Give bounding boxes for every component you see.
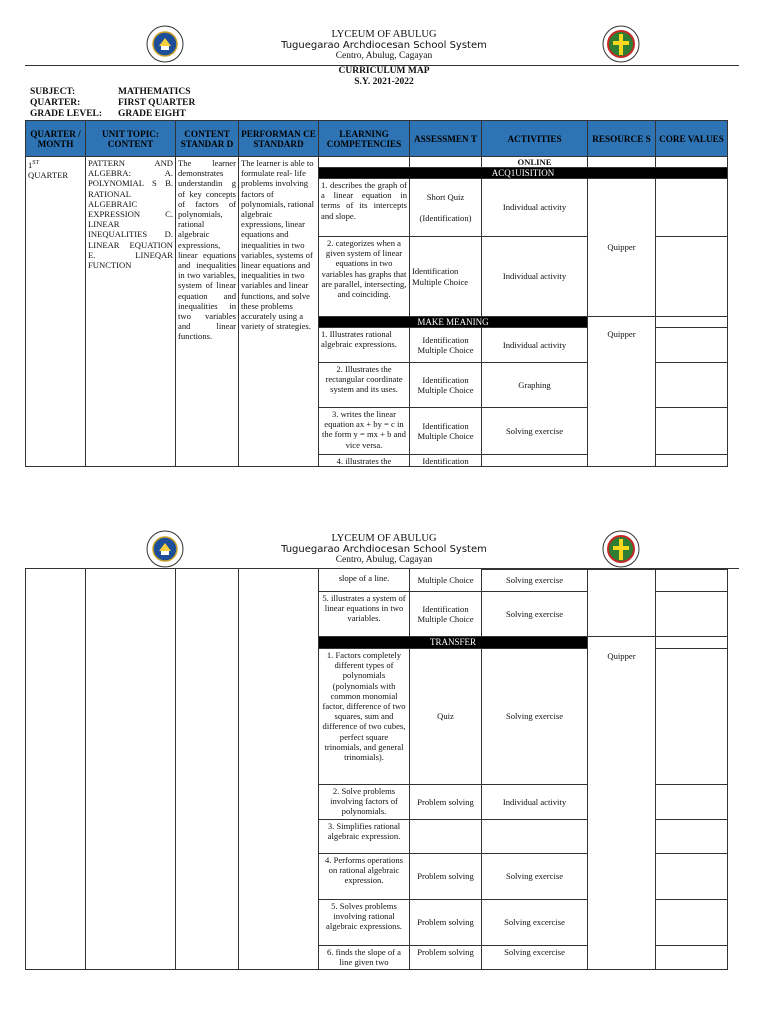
assessment-cell: Quiz [409,648,481,784]
content-standard-cell: The learner demonstrates understandin g of key concepts of factors of polynomials, rational algebraic expressions, linear equations and inequalities in two variables, system of linear equation and inequalities in two variables and linear functions. [175,156,238,466]
assessment-cell: Identification Multiple Choice [409,362,481,407]
competency-cell: 2. Solve problems involving factors of polynomials. [318,784,409,819]
col-header-content-standard: CONTENT STANDAR D [175,120,238,156]
resource-cell: Quipper [587,636,655,969]
competency-cell: 4. illustrates the [318,454,409,466]
blank-cell [587,156,655,167]
make-meaning-band: MAKE MEANING [318,316,587,327]
competency-cell: slope of a line. [318,569,409,591]
col-header-performance-standard: PERFORMAN CE STANDARD [238,120,318,156]
page-1 [0,0,768,475]
quarter-value: FIRST QUARTER [118,98,196,108]
grade-value: GRADE EIGHT [118,109,186,119]
core-values-cell [655,784,727,819]
quarter-cell [25,569,85,969]
school-system: Tuguegarao Archdiocesan School System [281,544,487,555]
document-title: CURRICULUM MAP [338,66,430,76]
competency-cell: 1. Factors completely different types of polynomials (polynomials with common monomial factor, difference of two squares, sum and difference of two cubes, perfect square trinomials, and general trinomials). [318,648,409,784]
assessment-cell: Problem solving [409,784,481,819]
subject-value: MATHEMATICS [118,87,191,97]
activity-cell: Solving excercise [481,945,587,969]
col-header-core-values: CORE VALUES [655,120,727,156]
col-header-competencies: LEARNING COMPETENCIES [318,120,409,156]
core-values-cell [655,853,727,899]
activity-cell: Individual activity [481,178,587,236]
acquisition-band: ACQ1UISITION [318,167,727,178]
assessment-cell: Problem solving [409,899,481,945]
competency-cell: 5. Solves problems involving rational algebraic expressions. [318,899,409,945]
assessment-cell: Identification Multiple Choice [409,591,481,636]
core-values-cell [655,648,727,784]
school-system: Tuguegarao Archdiocesan School System [281,40,487,51]
assessment-cell [409,819,481,853]
core-values-cell [655,899,727,945]
activity-cell: Individual activity [481,327,587,362]
core-values-cell [655,178,727,236]
resource-cell [587,569,655,636]
activity-cell: Graphing [481,362,587,407]
core-values-cell [655,569,727,591]
assessment-cell: Problem solving [409,853,481,899]
content-standard-cell [175,569,238,969]
page-2 [0,525,768,985]
activity-cell: Solving exercise [481,648,587,784]
quarter-line: QUARTER: FIRST QUARTER [30,98,196,108]
core-values-cell [655,236,727,316]
core-values-cell [655,591,727,636]
activity-cell: Individual activity [481,784,587,819]
activity-cell: Individual activity [481,236,587,316]
transfer-band: TRANSFER [318,636,587,648]
activity-cell: Solving exercise [481,569,587,591]
activity-cell: Solving exercise [481,407,587,454]
core-values-cell [655,945,727,969]
activity-cell [481,819,587,853]
assessment-cell: Problem solving [409,945,481,969]
competency-cell: 2. categorizes when a given system of linear equations in two variables has graphs that are parallel, intersecting, and coinciding. [318,236,409,316]
online-label: ONLINE [481,156,587,167]
core-values-cell [655,327,727,362]
school-name: LYCEUM OF ABULUG [331,533,437,544]
assessment-cell: Identification Multiple Choice [409,327,481,362]
blank-cell [318,156,409,167]
col-header-activities: ACTIVITIES [481,120,587,156]
assessment-cell: Identification Multiple Choice [409,236,481,316]
resource-cell: Quipper [587,316,655,466]
subject-line: SUBJECT: MATHEMATICS [30,87,191,97]
blank-cell [655,156,727,167]
school-year: S.Y. 2021-2022 [354,77,414,87]
assessment-cell: Identification [409,454,481,466]
curriculum-table-2 [25,569,728,970]
unit-topic-cell [85,569,175,969]
core-values-cell [655,636,727,648]
blank-cell [409,156,481,167]
core-values-cell [655,454,727,466]
activity-cell [481,454,587,466]
competency-cell: 1. describes the graph of a linear equation in terms of its intercepts and slope. [318,178,409,236]
activity-cell: Solving excercise [481,899,587,945]
competency-cell: 3. Simplifies rational algebraic expression. [318,819,409,853]
core-values-cell [655,819,727,853]
col-header-topic: UNIT TOPIC: CONTENT [85,120,175,156]
resource-cell: Quipper [587,178,655,316]
competency-cell: 2. Illustrates the rectangular coordinate system and its uses. [318,362,409,407]
performance-standard-cell [238,569,318,969]
competency-cell: 5. illustrates a system of linear equations in two variables. [318,591,409,636]
core-values-cell [655,316,727,327]
letterhead [0,29,768,62]
core-values-cell [655,407,727,454]
performance-standard-cell: The learner is able to formulate real- life problems involving factors of polynomials, rational algebraic expressions, linear equations and inequalities in two variables, systems of linear equations and inequalities in two variables and linear functions, and solve these problems accurately using a variety of strategies. [238,156,318,466]
col-header-quarter: QUARTER / MONTH [25,120,85,156]
school-name: LYCEUM OF ABULUG [331,29,437,40]
assessment-cell: Multiple Choice [409,569,481,591]
activity-cell: Solving exercise [481,853,587,899]
competency-cell: 4. Performs operations on rational algebraic expression. [318,853,409,899]
assessment-cell: Short Quiz (Identification) [409,178,481,236]
competency-cell: 3. writes the linear equation ax + by = c in the form y = mx + b and vice versa. [318,407,409,454]
quarter-cell: 1ST QUARTER [25,156,85,466]
curriculum-table-1 [25,120,728,467]
school-address: Centro, Abulug, Cagayan [335,51,433,61]
assessment-cell: Identification Multiple Choice [409,407,481,454]
school-address: Centro, Abulug, Cagayan [335,555,433,565]
core-values-cell [655,362,727,407]
competency-cell: 1. Illustrates rational algebraic expressions. [318,327,409,362]
col-header-assessment: ASSESSMEN T [409,120,481,156]
grade-line: GRADE LEVEL: GRADE EIGHT [30,109,186,119]
letterhead [0,533,768,566]
competency-cell: 6. finds the slope of a line given two [318,945,409,969]
activity-cell: Solving exercise [481,591,587,636]
unit-topic-cell: PATTERN AND ALGEBRA: A. POLYNOMIAL S B. RATIONAL ALGEBRAIC EXPRESSION C. LINEAR INEQUALITIES D. LINEAR EQUATION E. LINEQAR FUNCTION [85,156,175,466]
col-header-resources: RESOURCE S [587,120,655,156]
